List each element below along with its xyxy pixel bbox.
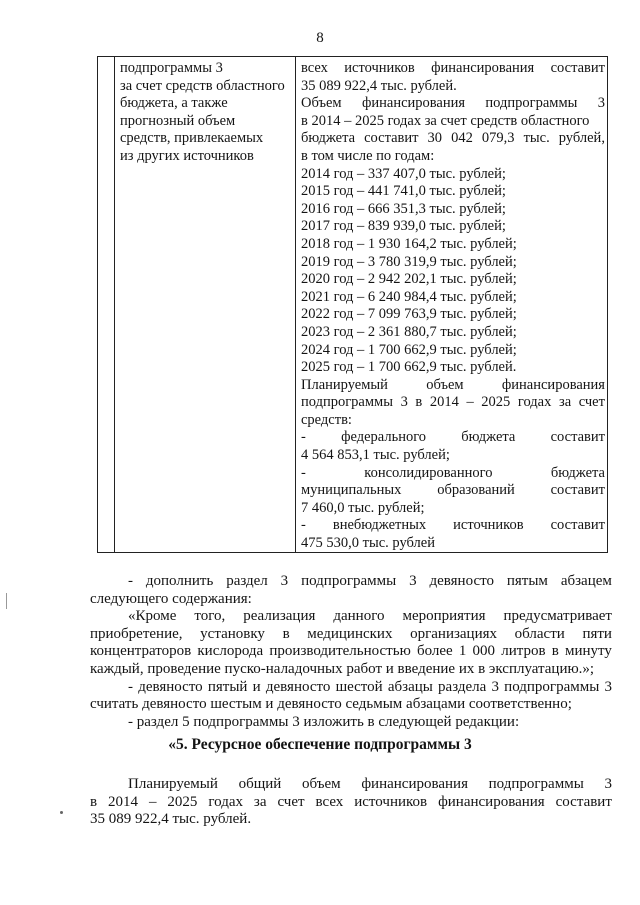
label-line: бюджета, а также	[120, 95, 228, 112]
word: 3	[280, 573, 289, 589]
word: консолидированного	[364, 464, 493, 481]
text-line	[90, 626, 612, 644]
word: 3	[604, 678, 612, 695]
word: –	[148, 793, 157, 810]
word: 3	[604, 776, 612, 792]
word: шестой	[335, 678, 383, 695]
word: данного	[333, 608, 385, 625]
word: Планируемый	[128, 776, 218, 792]
text-line: 2021 год – 6 240 984,4 тыс. рублей;	[301, 288, 517, 305]
word: 2025	[481, 394, 511, 411]
word: -	[128, 678, 133, 695]
word: Планируемый	[301, 376, 388, 393]
word: 3	[491, 678, 499, 695]
text-line	[90, 776, 612, 794]
text-line: 2023 год – 2 361 880,7 тыс. рублей;	[301, 323, 517, 340]
scan-speck	[60, 811, 63, 814]
word: девяносто	[265, 678, 331, 695]
text-line: 7 460,0 тыс. рублей;	[301, 499, 425, 516]
word: в	[551, 643, 559, 660]
word: за	[558, 394, 572, 411]
word: 3	[409, 573, 417, 589]
label-line: средств, привлекаемых	[120, 130, 264, 147]
word: за	[253, 793, 267, 810]
text-line	[90, 679, 612, 697]
word: годах	[517, 394, 552, 411]
word: составит	[550, 517, 605, 534]
amendment-paragraphs	[90, 573, 612, 731]
word: реализация	[243, 608, 316, 625]
text-line	[90, 608, 612, 626]
text-line: 2017 год – 839 939,0 тыс. рублей;	[301, 218, 506, 235]
text-line	[301, 377, 605, 395]
word: приобретение,	[90, 625, 183, 642]
word: раздела	[438, 678, 487, 695]
text-line	[90, 643, 612, 661]
word: «Кроме	[128, 608, 177, 625]
word: Объем	[301, 95, 342, 112]
word: объем	[301, 776, 341, 792]
word: дополнить	[145, 573, 214, 589]
word: концентраторов	[90, 643, 192, 660]
text-line: 35 089 922,4 тыс. рублей.	[301, 77, 457, 94]
text-line: 2016 год – 666 351,3 тыс. рублей;	[301, 200, 506, 217]
table-column-divider	[295, 57, 296, 552]
word: составит	[364, 130, 419, 147]
text-line: 2020 год – 2 942 202,1 тыс. рублей;	[301, 271, 517, 288]
word: составит	[550, 482, 605, 499]
label-line: из других источников	[120, 147, 254, 164]
text-line	[301, 429, 605, 447]
word: организациях	[410, 625, 498, 642]
word: федерального	[341, 429, 427, 446]
word: того,	[194, 608, 226, 625]
word: кислорода	[197, 643, 264, 660]
word: пяти	[582, 625, 612, 642]
label-line: за счет средств областного	[120, 77, 285, 94]
word: установку	[200, 625, 265, 642]
table-label-cell	[120, 60, 292, 166]
word: в	[415, 394, 423, 411]
word: тыс.	[523, 130, 550, 147]
word: более	[416, 643, 453, 660]
word: пятым	[506, 573, 548, 589]
word: бюджета	[461, 429, 516, 446]
table-left-rule	[114, 57, 115, 552]
word: финансирования	[361, 95, 466, 112]
text-line: 2014 год – 337 407,0 тыс. рублей;	[301, 165, 506, 182]
word: источников	[354, 793, 428, 810]
text-line: 2022 год – 7 099 763,9 тыс. рублей;	[301, 306, 517, 323]
word: 1	[458, 643, 467, 660]
word: 30	[427, 130, 443, 147]
word: подпрограммы	[485, 95, 578, 112]
word: подпрограммы	[488, 776, 584, 792]
word: предусматривает	[503, 608, 612, 625]
page-number: 8	[316, 30, 324, 46]
text-line: в том числе по годам:	[301, 147, 435, 164]
text-line	[90, 573, 612, 591]
label-line: подпрограммы 3	[120, 60, 223, 76]
text-line	[301, 60, 605, 78]
word: медицинских	[307, 625, 393, 642]
word: общий	[238, 776, 282, 792]
label-line: прогнозный объем	[120, 112, 236, 129]
word: абзацем	[560, 573, 612, 589]
word: рублей,	[558, 130, 605, 147]
word: образований	[437, 482, 515, 499]
word: -	[301, 464, 306, 481]
word: в	[90, 793, 98, 810]
text-line	[301, 517, 605, 535]
word: 3	[597, 95, 605, 112]
text-line: считать девяносто шестым и девяносто седьмым абзацами соответственно;	[90, 696, 572, 713]
word: –	[466, 394, 474, 411]
text-line: 2025 год – 1 700 662,9 тыс. рублей.	[301, 359, 517, 376]
word: 2014	[429, 394, 459, 411]
word: годах	[208, 793, 243, 810]
word: подпрограммы	[301, 573, 397, 589]
word: счет	[578, 394, 605, 411]
word: мероприятия	[402, 608, 486, 625]
word: составит	[550, 60, 605, 76]
word: внебюджетных	[332, 517, 427, 534]
text-line	[301, 130, 605, 148]
word: девяносто	[138, 678, 203, 695]
text-line	[301, 482, 605, 500]
word: абзацы	[387, 678, 433, 695]
section-heading: «5. Ресурсное обеспечение подпрограммы 3	[168, 736, 472, 753]
word: источников	[344, 60, 415, 76]
text-line	[301, 465, 605, 483]
word: финансирования	[431, 60, 535, 76]
text-line: следующего содержания:	[90, 590, 252, 607]
word: всех	[315, 793, 344, 810]
word: минуту	[565, 643, 612, 660]
word: пятый	[207, 678, 248, 695]
text-line: 2019 год – 3 780 319,9 тыс. рублей;	[301, 253, 517, 270]
word: муниципальных	[301, 482, 402, 499]
word: девяносто	[429, 573, 494, 589]
word: источников	[453, 517, 524, 534]
text-line: средств:	[301, 411, 352, 428]
word: подпрограммы	[301, 394, 393, 411]
word: объем	[426, 376, 464, 393]
word: -	[128, 573, 133, 589]
word: области	[514, 625, 565, 642]
text-line	[90, 794, 612, 812]
text-line: 2024 год – 1 700 662,9 тыс. рублей;	[301, 341, 517, 358]
text-line	[301, 394, 605, 412]
word: составит	[550, 429, 605, 446]
text-line: 4 564 853,1 тыс. рублей;	[301, 447, 450, 464]
word: 000	[472, 643, 496, 660]
word: и	[252, 678, 261, 695]
section-5-paragraph	[90, 776, 612, 829]
text-line: 2018 год – 1 930 164,2 тыс. рублей;	[301, 235, 517, 252]
financing-table	[97, 56, 608, 553]
word: финансирования	[361, 776, 468, 792]
word: 2025	[167, 793, 198, 810]
word: бюджета	[550, 464, 605, 481]
text-line: 475 530,0 тыс. рублей	[301, 535, 435, 552]
text-line: 35 089 922,4 тыс. рублей.	[90, 811, 252, 828]
text-line	[301, 95, 605, 113]
word: всех	[301, 60, 328, 76]
word: -	[301, 429, 306, 446]
word: 079,3	[481, 130, 515, 147]
word: подпрограммы	[504, 678, 600, 695]
scan-margin-mark	[6, 593, 9, 609]
word: 2014	[108, 793, 139, 810]
word: литров	[501, 643, 546, 660]
word: бюджета	[301, 130, 356, 147]
word: финансирования	[501, 376, 605, 393]
text-line: в 2014 – 2025 годах за счет средств областного	[301, 112, 590, 129]
text-line: 2015 год – 441 741,0 тыс. рублей;	[301, 183, 506, 200]
word: 3	[400, 394, 408, 411]
word: производительностью	[269, 643, 411, 660]
word: составит	[555, 793, 612, 810]
text-line: каждый, проведение пуско-наладочных работ и введение их в эксплуатацию.»;	[90, 660, 595, 677]
word: 042	[451, 130, 473, 147]
text-line: - раздел 5 подпрограммы 3 изложить в следующей редакции:	[128, 713, 520, 730]
word: в	[282, 625, 290, 642]
word: -	[301, 517, 306, 534]
word: раздел	[226, 573, 268, 589]
word: финансирования	[438, 793, 545, 810]
table-value-cell	[301, 60, 605, 553]
word: счет	[277, 793, 305, 810]
